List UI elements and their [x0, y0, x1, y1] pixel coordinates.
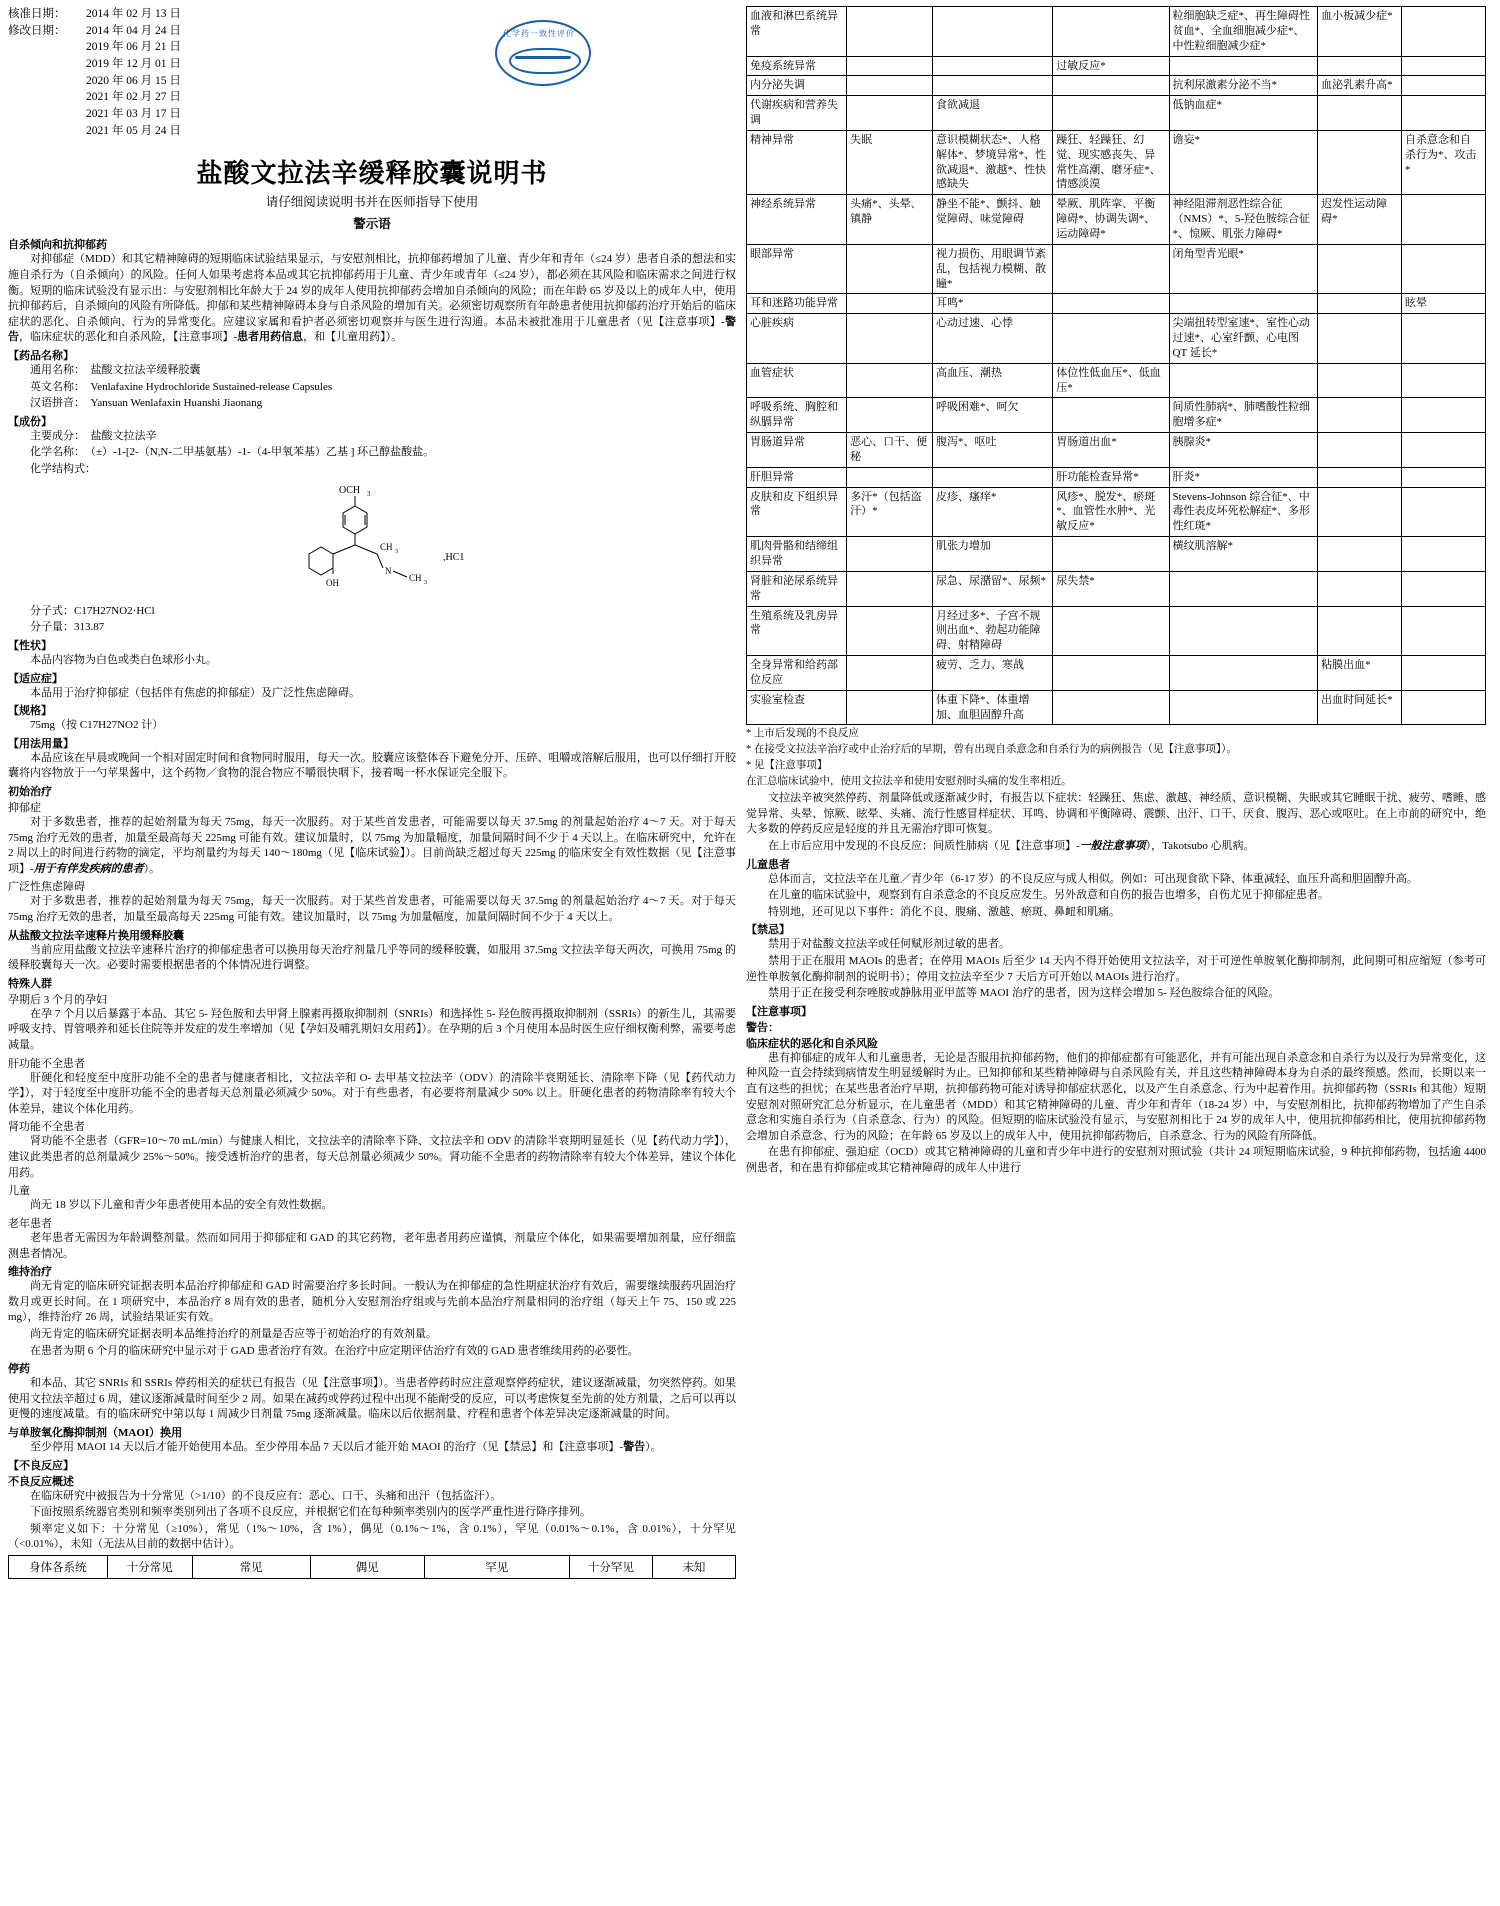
- adr-text-3: 频率定义如下：十分常见（≥10%），常见（1%～10%，含 1%），偶见（0.1%～1%，含 0.1%），罕见（0.01%～0.1%，含 0.01%），十分罕见（<0.01%），未知（无法从目前的数据中估计）。: [8, 1522, 736, 1551]
- table-row: [747, 398, 1486, 433]
- heading-special-population: 特殊人群: [8, 977, 52, 990]
- depression-dosing: 对于多数患者，推荐的起始剂量为每天 75mg，每天一次服药。对于某些首发患者，可能需要以每天 37.5mg 的剂量起始治疗 4～7 天。对于每天 75mg 治疗无效的患者，加量至最高每天 225mg 可能有效。建议加量时，以 75mg 为加量幅度，加量间隔时间不少于 4 天以上。在临床研究中，允许在 2 周以上的时间进行药物的滴定，平均剂量约为每天 140～180mg（见【临床试验】）。目前尚缺乏超过每天 225mg 的临床安全有效性数据（见【注意事项】-用于有伴发疾病的患者）。: [8, 815, 736, 875]
- adr-system: 肾脏和泌尿系统异常: [747, 571, 847, 606]
- table-row: [747, 433, 1486, 468]
- maintenance-text-1: 尚无肯定的临床研究证据表明本品治疗抑郁症和 GAD 时需要治疗多长时间。一般认为在抑郁症的急性期症状治疗有效后，需要继续服药巩固治疗数月或更长时间。在 1 项研究中，本品治疗 8 周有效的患者，随机分入安慰剂治疗组或与先前本品治疗剂量相同的治疗组（每天上午 75、150 或 225 mg），维持治疗 26 周，试验结果证实有效。: [8, 1280, 736, 1324]
- adr-unknown: 眩晕: [1402, 294, 1486, 314]
- adr-rare: [1169, 656, 1318, 691]
- adr-very-rare: [1318, 314, 1402, 364]
- adr-unknown: [1402, 56, 1486, 76]
- adr-rare: [1169, 571, 1318, 606]
- adr-unknown: [1402, 7, 1486, 57]
- left-column: [8, 6, 736, 1579]
- adr-rare: 谵妄*: [1169, 130, 1318, 194]
- adr-very-common: [847, 690, 933, 725]
- adr-very-rare: [1318, 130, 1402, 194]
- adr-system: 心脏疾病: [747, 314, 847, 364]
- renal-text: 肾功能不全患者（GFR=10～70 mL/min）与健康人相比，文拉法辛的清除率下降、文拉法辛和 ODV 的清除半衰期明显延长（见【药代动力学】），建议此类患者的总剂量减少 25%～50%。接受透析治疗的患者，每天总剂量必须减少 50%。肾功能不全患者的药物清除率有较大个体差异，建议个体化用药。: [8, 1135, 736, 1179]
- heading-pediatric: 儿童患者: [746, 858, 790, 871]
- precaution-text-2: 在患有抑郁症、强迫症（OCD）或其它精神障碍的儿童和青少年中进行的安慰剂对照试验（共计 24 项短期临床试验，9 种抗抑郁药物，包括逾 4400 例患者，和在患有抑郁症或其它精神障碍的成年人中进行: [746, 1146, 1486, 1175]
- adr-very-common: [847, 7, 933, 57]
- adr-unknown: [1402, 433, 1486, 468]
- adr-uncommon: 肝功能检查异常*: [1053, 467, 1169, 487]
- character-text: 本品内容物为白色或类白色球形小丸。: [30, 653, 217, 666]
- children-text: 尚无 18 岁以下儿童和青少年患者使用本品的安全有效性数据。: [30, 1199, 333, 1212]
- adr-very-rare: [1318, 363, 1402, 398]
- adr-unknown: [1402, 537, 1486, 572]
- section-indication: 【适应症】: [8, 672, 63, 685]
- adr-common: [933, 7, 1053, 57]
- adr-rare: Stevens-Johnson 综合征*、中毒性表皮坏死松解症*、多形性红斑*: [1169, 487, 1318, 537]
- adr-system: 呼吸系统、胸腔和纵膈异常: [747, 398, 847, 433]
- approval-date-label: 核准日期：: [8, 8, 66, 20]
- adr-common: [933, 76, 1053, 96]
- discontinuation-text: 和本品、其它 SNRIs 和 SSRIs 停药相关的症状已有报告（见【注意事项】）。当患者停药时应注意观察停药症状，建议逐渐减量，勿突然停药。如果使用文拉法辛超过 6 周，建议逐渐减量时间至少 2 周。如果在减药或停药过程中出现不能耐受的反应，可以考虑恢复至先前的处方剂量，之后可以再以更慢的速度减量。有的临床研究中第以每 1 周减少日剂量 75mg 逐渐减量。临床以后依据剂量、疗程和患者个体差异决定逐渐减量的时间。: [8, 1377, 736, 1421]
- ingredient-row-0: 主要成分： 盐酸文拉法辛: [30, 429, 157, 442]
- adr-system: 皮肤和皮下组织异常: [747, 487, 847, 537]
- ingredient-row-1: 化学名称： （±）-1-[2-（N,N-二甲基氨基）-1-（4-甲氧苯基）乙基 ] 环己醇盐酸盐。: [30, 446, 435, 459]
- adr-very-rare: [1318, 537, 1402, 572]
- name-row-0: 通用名称： 盐酸文拉法辛缓释胶囊: [30, 364, 201, 377]
- date-1: 2014 年 04 月 24 日: [86, 24, 181, 37]
- col-uncommon: 偶见: [310, 1556, 424, 1579]
- col-very-rare: 十分罕见: [569, 1556, 652, 1579]
- warning-heading: 警示语: [353, 217, 391, 232]
- adverse-reaction-table: [746, 6, 1486, 725]
- svg-text:3: 3: [424, 579, 427, 586]
- footnote-1: * 在接受文拉法辛治疗或中止治疗后的早期，曾有出现自杀意念和自杀行为的病例报告（见【注意事项】）。: [746, 744, 1237, 756]
- adr-very-rare: [1318, 433, 1402, 468]
- adr-rare: 间质性肺病*、肺嗜酸性粒细胞增多症*: [1169, 398, 1318, 433]
- col-unknown: 未知: [652, 1556, 735, 1579]
- maoi-text: 至少停用 MAOI 14 天以后才能开始使用本品。至少停用本品 7 天以后才能开始 MAOI 的治疗（见【禁忌】和【注意事项】-警告）。: [30, 1441, 662, 1454]
- table-row: [747, 537, 1486, 572]
- adr-very-common: [847, 96, 933, 131]
- adr-rare: 闭角型青光眼*: [1169, 244, 1318, 294]
- contraindication-2: 禁用于正在服用 MAOIs 的患者；在停用 MAOIs 后至少 14 天内不得开始使用文拉法辛，对于可逆性单胺氧化酶抑制剂，此间期可相应缩短（参考可逆性单胺氧化酶抑制剂的说明书）；停用文拉法辛至少 7 天后方可开始以 MAOIs 进行治疗。: [746, 954, 1486, 983]
- table-row: [747, 487, 1486, 537]
- adr-very-common: [847, 606, 933, 656]
- heading-pregnancy: 孕期后 3 个月的孕妇: [8, 993, 107, 1006]
- adr-unknown: [1402, 467, 1486, 487]
- table-row: [747, 244, 1486, 294]
- heading-discontinuation: 停药: [8, 1363, 30, 1376]
- table-row: [747, 363, 1486, 398]
- heading-children: 儿童: [8, 1185, 30, 1198]
- table-row: [747, 294, 1486, 314]
- adr-very-rare: [1318, 487, 1402, 537]
- adr-very-rare: [1318, 571, 1402, 606]
- heading-maoi-switch: 与单胺氧化酶抑制剂（MAOI）换用: [8, 1427, 183, 1440]
- footnote-0: * 上市后发现的不良反应: [746, 728, 859, 740]
- adr-uncommon: [1053, 656, 1169, 691]
- date-0: 2014 年 02 月 13 日: [86, 8, 181, 20]
- svg-text:OH: OH: [326, 577, 339, 588]
- adr-system: 神经系统异常: [747, 195, 847, 245]
- footnote-block: [746, 727, 1486, 790]
- adr-uncommon: 风疹*、脱发*、瘀斑*、血管性水肿*、光敏反应*: [1053, 487, 1169, 537]
- adr-common: 疲劳、乏力、寒战: [933, 656, 1053, 691]
- date-2: 2019 年 06 月 21 日: [86, 41, 181, 54]
- date-5: 2021 年 02 月 27 日: [86, 91, 181, 104]
- adr-very-common: [847, 314, 933, 364]
- adr-uncommon: [1053, 314, 1169, 364]
- adr-common: 耳鸣*: [933, 294, 1053, 314]
- adr-common: 心动过速、心悸: [933, 314, 1053, 364]
- adr-system: 肝胆异常: [747, 467, 847, 487]
- section-specification: 【规格】: [8, 705, 52, 718]
- adr-unknown: [1402, 195, 1486, 245]
- adr-common: 食欲减退: [933, 96, 1053, 131]
- adr-system: 血液和淋巴系统异常: [747, 7, 847, 57]
- adr-uncommon: [1053, 690, 1169, 725]
- table-row: [747, 467, 1486, 487]
- date-4: 2020 年 06 月 15 日: [86, 74, 181, 87]
- adr-common: 月经过多*、子宫不规则出血*、勃起功能障碍、射精障碍: [933, 606, 1053, 656]
- adr-very-rare: 迟发性运动障碍*: [1318, 195, 1402, 245]
- gad-dosing: 对于多数患者，推荐的起始剂量为每天 75mg，每天一次服药。对于某些首发患者，可能需要以每天 37.5mg 的剂量起始治疗 4～7 天。对于每天 75mg 治疗无效的患者，加量至最高每天 225mg 可能有效。建议加量时，以 75mg 为加量幅度，加量间隔时间不少于 4 天以上。: [8, 895, 736, 923]
- adr-very-rare: [1318, 606, 1402, 656]
- adr-rare: 抗利尿激素分泌不当*: [1169, 76, 1318, 96]
- heading-hepatic: 肝功能不全患者: [8, 1057, 85, 1070]
- adr-very-rare: [1318, 56, 1402, 76]
- heading-elderly: 老年患者: [8, 1217, 52, 1230]
- chemical-structure-diagram: [207, 482, 537, 602]
- warning-title: 自杀倾向和抗抑郁药: [8, 239, 107, 252]
- adr-unknown: [1402, 76, 1486, 96]
- heading-initial-therapy: 初始治疗: [8, 785, 52, 798]
- svg-text:CH: CH: [409, 572, 422, 583]
- adr-very-rare: 血泌乳素升高*: [1318, 76, 1402, 96]
- svg-text:,HC1: ,HC1: [443, 551, 465, 563]
- adr-rare: [1169, 690, 1318, 725]
- pediatric-text-3: 特别地，还可见以下事件：消化不良、腹痛、激越、瘀斑、鼻衄和肌痛。: [768, 905, 1120, 918]
- adr-common: 腹泻*、呕吐: [933, 433, 1053, 468]
- table-row: [747, 130, 1486, 194]
- adr-very-rare: 粘膜出血*: [1318, 656, 1402, 691]
- adr-uncommon: 晕厥、肌阵挛、平衡障碍*、协调失调*、运动障碍*: [1053, 195, 1169, 245]
- adr-very-common: [847, 76, 933, 96]
- hepatic-text: 肝硬化和轻度至中度肝功能不全的患者与健康者相比，文拉法辛和 O- 去甲基文拉法辛（ODV）的清除半衰期延长、清除率下降（见【药代动力学】），对于轻度至中度肝功能不全的患者每天总剂量必须减少 50%。对于有些患者，有必要将剂量减少 50% 以上。肝硬化患者的药物清除率有较大个体差异，建议个体化用药。: [8, 1071, 736, 1115]
- adr-very-rare: 出血时间延长*: [1318, 690, 1402, 725]
- col-common: 常见: [192, 1556, 310, 1579]
- pregnancy-text: 在孕 7 个月以后暴露于本品、其它 5- 羟色胺和去甲肾上腺素再摄取抑制剂（SNRIs）和选择性 5- 羟色胺再摄取抑制剂（SSRIs）的新生儿，其需要呼吸支持、胃管喂养和延长住院等并发症的发生率增加（见【孕妇及哺乳期妇女用药】）。在孕期的后 3 个月使用本品时医生应仔细权衡利弊，需要考虑减量。: [8, 1007, 736, 1052]
- elderly-text: 老年患者无需因为年龄调整剂量。然而如同用于抑郁症和 GAD 的其它药物，老年患者用药应谨慎，剂量应个体化，如果需要增加剂量，应仔细监测患者情况。: [8, 1231, 736, 1260]
- adr-common: 呼吸困难*、呵欠: [933, 398, 1053, 433]
- adr-very-common: 失眠: [847, 130, 933, 194]
- adr-unknown: [1402, 656, 1486, 691]
- section-adverse-reactions: 【不良反应】: [8, 1459, 74, 1472]
- adr-uncommon: 体位性低血压*、低血压*: [1053, 363, 1169, 398]
- date-block: [8, 6, 736, 139]
- adr-very-common: 多汗*（包括盗汗）*: [847, 487, 933, 537]
- adr-very-common: 头痛*、头晕、镇静: [847, 195, 933, 245]
- adr-rare: [1169, 363, 1318, 398]
- adr-uncommon: [1053, 294, 1169, 314]
- right-column: [746, 6, 1486, 1579]
- section-contraindications: 【禁忌】: [746, 924, 790, 937]
- adr-very-common: [847, 537, 933, 572]
- section-usage: 【用法用量】: [8, 737, 74, 750]
- heading-maintenance: 维持治疗: [8, 1266, 52, 1279]
- svg-text:OCH: OCH: [339, 484, 361, 496]
- adr-very-rare: 血小板减少症*: [1318, 7, 1402, 57]
- adr-very-common: [847, 656, 933, 691]
- date-3: 2019 年 12 月 01 日: [86, 58, 181, 71]
- adr-uncommon: [1053, 244, 1169, 294]
- revision-date-label: 修改日期：: [8, 24, 66, 37]
- adr-system: 代谢疾病和营养失调: [747, 96, 847, 131]
- molecular-formula: 分子式：C17H27NO2·HCl: [30, 604, 155, 617]
- table-row: [747, 656, 1486, 691]
- adr-uncommon: [1053, 537, 1169, 572]
- adr-uncommon: 胃肠道出血*: [1053, 433, 1169, 468]
- withdrawal-symptoms-text: 文拉法辛被突然停药、剂量降低或逐渐减少时，有报告以下症状：轻躁狂、焦虑、激越、神经质、意识模糊、失眠或其它睡眠干扰、疲劳、嗜睡、感觉异常、头晕、惊厥、眩晕、头痛、流行性感冒样症状、耳鸣、协调和平衡障碍、震颤、出汗、口干、厌食、腹泻、恶心或呕吐。在上市前的研究中，绝大多数的停药反应是轻度的并且无需治疗即可恢复。: [746, 792, 1486, 836]
- adr-uncommon: 过敏反应*: [1053, 56, 1169, 76]
- heading-renal: 肾功能不全患者: [8, 1121, 85, 1134]
- adr-rare: 粒细胞缺乏症*、再生障碍性贫血*、全血细胞减少症*、中性粒细胞减少症*: [1169, 7, 1318, 57]
- table-row: [747, 690, 1486, 725]
- specification-text: 75mg（按 C17H27NO2 计）: [30, 719, 164, 732]
- adr-rare: 胰腺炎*: [1169, 433, 1318, 468]
- molecular-weight: 分子量：313.87: [30, 621, 105, 634]
- table-row: [747, 7, 1486, 57]
- precaution-text-1: 患有抑郁症的成年人和儿童患者，无论是否服用抗抑郁药物，他们的抑郁症都有可能恶化，并有可能出现自杀意念和自杀行为以及行为异常变化，这种风险一直会持续到病情发生明显缓解时为止。已知抑郁和某些精神障碍与自杀风险有关，并且这些精神障碍本身为自杀的最终预感。然而，长期以来一直有这些的担忧；在某些患者治疗早期，抗抑郁药物可能对诱导抑郁症状恶化，以及产生自杀意念、行为中起着作用。抗抑郁药物（SSRIs 和其他）短期安慰剂对照研究汇总分析显示，在儿童患者（MDD）和其它精神障碍的儿童、青少年和青年（18-24 岁）中，与安慰剂相比，抗抑郁药物增加了产生自杀意念和实施自杀行为（自杀意念、行为）的风险。但短期的临床试验没有显示，与安慰剂相比于 24 岁的成年人中，使用抗抑郁药相比，使用抗抑郁药物会增加自杀意念、行为的风险；在年龄 65 岁及以上的成年人中，使用抗抑郁药物后，自杀意念、行为的风险有所降低。: [746, 1051, 1486, 1142]
- warning-body: 对抑郁症（MDD）和其它精神障碍的短期临床试验结果显示，与安慰剂相比，抗抑郁药增加了儿童、青少年和青年（≤24 岁）患者自杀的想法和实施自杀行为（自杀倾向）的风险。任何人如果考虑将本品或其它抗抑郁药用于儿童、青少年或青年（≤24 岁），都必须在其风险和临床需求之间进行权衡。短期的临床试验没有显示出：与安慰剂相比年龄大于 24 岁的成年人使用抗抑郁药会增加自杀倾向的风险；而在年龄 65 岁及以上的成年人中，使用抗抑郁药后，自杀倾向的风险有所降低。抑郁和某些精神障碍本身与自杀风险的增加有关。必须密切观察所有年龄患者使用抗抑郁药治疗开始后的临床症状的恶化、自杀倾向、行为的异常变化。应建议家属和看护者必须密切观察并与医生进行沟通。本品未被批准用于儿童患者（见【注意事项】-警告，临床症状的恶化和自杀风险，【注意事项】-患者用药信息，和【儿童用药】）。: [8, 253, 736, 344]
- adr-unknown: [1402, 363, 1486, 398]
- svg-text:3: 3: [367, 489, 371, 498]
- maintenance-text-2: 尚无肯定的临床研究证据表明本品维持治疗的剂量是否应等于初始治疗的有效剂量。: [30, 1327, 437, 1340]
- col-very-common: 十分常见: [107, 1556, 192, 1579]
- heading-warning: 警告：: [746, 1021, 779, 1034]
- adr-very-common: [847, 294, 933, 314]
- adr-very-rare: [1318, 398, 1402, 433]
- adr-system: 血管症状: [747, 363, 847, 398]
- adr-unknown: [1402, 398, 1486, 433]
- adr-system: 眼部异常: [747, 244, 847, 294]
- adr-rare: [1169, 606, 1318, 656]
- adr-system: 实验室检查: [747, 690, 847, 725]
- table-row: [747, 571, 1486, 606]
- adr-common: 皮疹、瘙痒*: [933, 487, 1053, 537]
- maintenance-text-3: 在患者为期 6 个月的临床研究中显示对于 GAD 患者治疗有效。在治疗中应定期评估治疗有效的 GAD 患者维续用药的必要性。: [30, 1344, 639, 1357]
- adr-very-common: [847, 398, 933, 433]
- adr-very-common: [847, 467, 933, 487]
- footnote-3: 在汇总临床试验中，使用文拉法辛和使用安慰剂时头痛的发生率相近。: [746, 776, 1072, 788]
- adr-very-common: 恶心、口干、便秘: [847, 433, 933, 468]
- adr-system: 免疫系统异常: [747, 56, 847, 76]
- switch-text: 当前应用盐酸文拉法辛速释片治疗的抑郁症患者可以换用每天治疗剂量几乎等同的缓释胶囊，如服用 37.5mg 文拉法辛每天两次，可换用 75mg 的缓释胶囊每天一次。必要时需要根据患者的个体情况进行调整。: [8, 943, 736, 972]
- svg-text:3: 3: [395, 548, 398, 555]
- adr-text-1: 在临床研究中被报告为十分常见（>1/10）的不良反应有：恶心、口干、头痛和出汗（包括盗汗）。: [30, 1489, 502, 1502]
- adr-rare: 低钠血症*: [1169, 96, 1318, 131]
- contraindication-3: 禁用于正在接受利奈唑胺或静脉用亚甲蓝等 MAOI 治疗的患者，因为这样会增加 5- 羟色胺综合征的风险。: [768, 987, 1280, 1000]
- adr-rare: 神经阻滞剂恶性综合征（NMS）*、5-羟色胺综合征*、惊厥、肌张力障碍*: [1169, 195, 1318, 245]
- svg-text:N: N: [385, 565, 392, 576]
- heading-switch: 从盐酸文拉法辛速释片换用缓释胶囊: [8, 929, 184, 942]
- adr-very-common: [847, 363, 933, 398]
- table-row: [747, 195, 1486, 245]
- adr-system: 耳和迷路功能异常: [747, 294, 847, 314]
- adr-unknown: [1402, 487, 1486, 537]
- adr-unknown: [1402, 314, 1486, 364]
- adr-very-common: [847, 571, 933, 606]
- table-row: [747, 314, 1486, 364]
- page-subtitle: 请仔细阅读说明书并在医师指导下使用: [265, 195, 479, 210]
- adr-uncommon: [1053, 7, 1169, 57]
- adr-unknown: [1402, 690, 1486, 725]
- pediatric-text-1: 总体而言，文拉法辛在儿童／青少年（6-17 岁）的不良反应与成人相似。例如：可出现食欲下降、体重减轻、血压升高和胆固醇升高。: [768, 872, 1418, 885]
- adr-system: 肌肉骨骼和结缔组织异常: [747, 537, 847, 572]
- section-precautions: 【注意事项】: [746, 1005, 812, 1018]
- heading-gad: 广泛性焦虑障碍: [8, 881, 85, 894]
- adr-very-rare: [1318, 96, 1402, 131]
- adr-very-rare: [1318, 294, 1402, 314]
- adr-rare: 尖端扭转型室速*、室性心动过速*、心室纤颤、心电图 QT 延长*: [1169, 314, 1318, 364]
- svg-text:CH: CH: [380, 541, 393, 552]
- col-rare: 罕见: [424, 1556, 569, 1579]
- section-ingredients: 【成份】: [8, 415, 52, 428]
- adr-common: 静坐不能*、颤抖、触觉障碍、味觉障碍: [933, 195, 1053, 245]
- adr-system: 胃肠道异常: [747, 433, 847, 468]
- date-6: 2021 年 03 月 17 日: [86, 108, 181, 121]
- adr-very-common: [847, 56, 933, 76]
- postmarket-text: 在上市后应用中发现的不良反应：间质性肺病（见【注意事项】-一般注意事项），Takotsubo 心肌病。: [768, 839, 1255, 852]
- adr-very-rare: [1318, 244, 1402, 294]
- frequency-table-header: [8, 1555, 736, 1579]
- adr-system: 全身异常和给药部位反应: [747, 656, 847, 691]
- adr-very-common: [847, 244, 933, 294]
- adr-unknown: [1402, 244, 1486, 294]
- logo-caption: 化学药一致性评价: [503, 29, 575, 38]
- page-title: 盐酸文拉法辛缓释胶囊说明书: [196, 159, 548, 189]
- adr-common: 体重下降*、体重增加、血胆固醇升高: [933, 690, 1053, 725]
- footnote-2: * 见【注意事项】: [746, 760, 828, 772]
- adr-text-2: 下面按照系统器官类别和频率类别列出了各项不良反应，并根据它们在每种频率类别内的医学严重性进行降序排列。: [30, 1506, 591, 1519]
- adr-unknown: [1402, 96, 1486, 131]
- adr-rare: [1169, 56, 1318, 76]
- section-name: 【药品名称】: [8, 350, 74, 363]
- adr-very-rare: [1318, 467, 1402, 487]
- col-system: 身体各系统: [9, 1556, 108, 1579]
- adr-system: 精神异常: [747, 130, 847, 194]
- table-row: [747, 76, 1486, 96]
- heading-clinical-worsening: 临床症状的恶化和自杀风险: [746, 1037, 878, 1050]
- table-row: [747, 96, 1486, 131]
- name-row-1: 英文名称： Venlafaxine Hydrochloride Sustained-release Capsules: [30, 380, 333, 393]
- adr-uncommon: 尿失禁*: [1053, 571, 1169, 606]
- company-logo: [495, 20, 605, 92]
- pediatric-text-2: 在儿童的临床试验中，观察到有自杀意念的不良反应发生。另外敌意和自伤的报告也增多，自伤尤见于抑郁症患者。: [768, 889, 1329, 902]
- adr-common: 视力损伤、用眼调节紊乱，包括视力模糊、散瞳*: [933, 244, 1053, 294]
- usage-text: 本品应该在早晨或晚间一个相对固定时间和食物同时服用，每天一次。胶囊应该整体吞下避免分开、压碎、咀嚼或溶解后服用，也可以仔细打开胶囊将内容物放于一勺苹果酱中，这个药物／食物的混合物应不嚼很快咽下，接着喝一杯水保证完全服下。: [8, 751, 736, 780]
- adr-common: 尿急、尿潴留*、尿频*: [933, 571, 1053, 606]
- name-row-2: 汉语拼音： Yansuan Wenlafaxin Huanshi Jiaonang: [30, 397, 263, 410]
- adr-unknown: 自杀意念和自杀行为*、攻击*: [1402, 130, 1486, 194]
- adr-unknown: [1402, 571, 1486, 606]
- table-row: [9, 1556, 736, 1579]
- adr-common: [933, 56, 1053, 76]
- adr-uncommon: [1053, 76, 1169, 96]
- contraindication-1: 禁用于对盐酸文拉法辛或任何赋形剂过敏的患者。: [768, 938, 1010, 951]
- table-row: [747, 606, 1486, 656]
- section-character: 【性状】: [8, 639, 52, 652]
- adr-system: 内分泌失调: [747, 76, 847, 96]
- adr-uncommon: [1053, 96, 1169, 131]
- ingredient-row-2: 化学结构式：: [30, 463, 96, 476]
- adr-uncommon: 躁狂、轻躁狂、幻觉、现实感丧失、异常性高潮、磨牙症*、情感淡漠: [1053, 130, 1169, 194]
- adr-common: 肌张力增加: [933, 537, 1053, 572]
- adr-rare: 肝炎*: [1169, 467, 1318, 487]
- table-row: [747, 56, 1486, 76]
- adr-common: 意识模糊状态*、人格解体*、梦境异常*、性欲减退*、激越*、性快感缺失: [933, 130, 1053, 194]
- adr-unknown: [1402, 606, 1486, 656]
- adr-rare: [1169, 294, 1318, 314]
- heading-adr-overview: 不良反应概述: [8, 1475, 74, 1488]
- adr-uncommon: [1053, 606, 1169, 656]
- indication-text: 本品用于治疗抑郁症（包括伴有焦虑的抑郁症）及广泛性焦虑障碍。: [30, 686, 360, 699]
- adr-uncommon: [1053, 398, 1169, 433]
- adr-common: 高血压、潮热: [933, 363, 1053, 398]
- date-7: 2021 年 05 月 24 日: [86, 124, 181, 137]
- heading-depression: 抑郁症: [8, 801, 41, 814]
- adr-rare: 横纹肌溶解*: [1169, 537, 1318, 572]
- adr-common: [933, 467, 1053, 487]
- adr-system: 生殖系统及乳房异常: [747, 606, 847, 656]
